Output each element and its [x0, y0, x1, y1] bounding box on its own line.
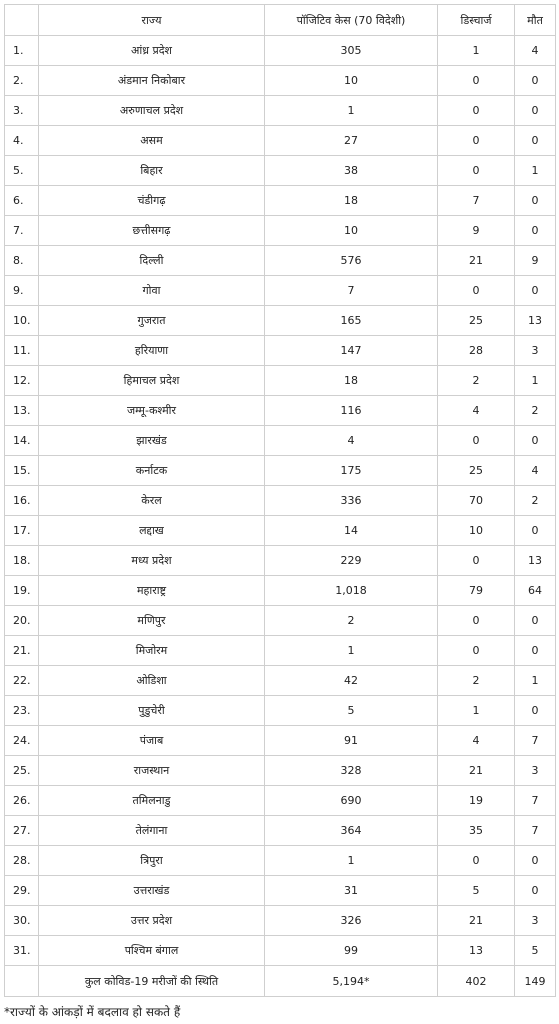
state-name-cell: हिमाचल प्रदेश — [39, 366, 265, 396]
positive-cases-cell: 328 — [265, 756, 438, 786]
state-name-cell: चंडीगढ़ — [39, 186, 265, 216]
serial-number-cell: 5. — [5, 156, 39, 186]
table-row — [5, 756, 556, 786]
table-row — [5, 516, 556, 546]
deaths-cell: 3 — [515, 756, 556, 786]
serial-number-cell: 14. — [5, 426, 39, 456]
serial-number-cell: 28. — [5, 846, 39, 876]
table-row — [5, 216, 556, 246]
state-name-cell: उत्तराखंड — [39, 876, 265, 906]
positive-cases-cell: 165 — [265, 306, 438, 336]
deaths-cell: 0 — [515, 66, 556, 96]
positive-cases-cell: 147 — [265, 336, 438, 366]
discharged-cell: 21 — [438, 906, 515, 936]
state-name-cell: मिजोरम — [39, 636, 265, 666]
state-name-cell: गुजरात — [39, 306, 265, 336]
discharged-cell: 0 — [438, 276, 515, 306]
total-label: कुल कोविड-19 मरीजों की स्थिति — [39, 966, 265, 997]
positive-cases-cell: 116 — [265, 396, 438, 426]
table-row — [5, 246, 556, 276]
total-discharged: 402 — [438, 966, 515, 997]
serial-number-cell: 30. — [5, 906, 39, 936]
state-name-cell: झारखंड — [39, 426, 265, 456]
positive-cases-cell: 42 — [265, 666, 438, 696]
discharged-cell: 0 — [438, 156, 515, 186]
serial-number-cell: 17. — [5, 516, 39, 546]
positive-cases-cell: 5 — [265, 696, 438, 726]
discharged-cell: 0 — [438, 126, 515, 156]
state-name-cell: पुडुचेरी — [39, 696, 265, 726]
positive-cases-cell: 27 — [265, 126, 438, 156]
positive-cases-cell: 336 — [265, 486, 438, 516]
state-name-cell: केरल — [39, 486, 265, 516]
table-row — [5, 276, 556, 306]
deaths-cell: 13 — [515, 306, 556, 336]
state-name-cell: कर्नाटक — [39, 456, 265, 486]
discharged-cell: 2 — [438, 366, 515, 396]
discharged-cell: 25 — [438, 306, 515, 336]
deaths-cell: 0 — [515, 516, 556, 546]
state-name-cell: महाराष्ट्र — [39, 576, 265, 606]
header-state: राज्य — [39, 5, 265, 36]
serial-number-cell: 20. — [5, 606, 39, 636]
state-name-cell: बिहार — [39, 156, 265, 186]
discharged-cell: 0 — [438, 96, 515, 126]
positive-cases-cell: 10 — [265, 66, 438, 96]
discharged-cell: 2 — [438, 666, 515, 696]
state-name-cell: पश्चिम बंगाल — [39, 936, 265, 966]
table-row — [5, 36, 556, 66]
discharged-cell: 25 — [438, 456, 515, 486]
positive-cases-cell: 1,018 — [265, 576, 438, 606]
table-row — [5, 126, 556, 156]
deaths-cell: 0 — [515, 696, 556, 726]
deaths-cell: 3 — [515, 906, 556, 936]
table-row — [5, 96, 556, 126]
serial-number-cell: 18. — [5, 546, 39, 576]
deaths-cell: 5 — [515, 936, 556, 966]
deaths-cell: 7 — [515, 786, 556, 816]
deaths-cell: 0 — [515, 96, 556, 126]
state-name-cell: उत्तर प्रदेश — [39, 906, 265, 936]
positive-cases-cell: 690 — [265, 786, 438, 816]
serial-number-cell: 11. — [5, 336, 39, 366]
state-name-cell: अरुणाचल प्रदेश — [39, 96, 265, 126]
table-row — [5, 576, 556, 606]
state-name-cell: दिल्ली — [39, 246, 265, 276]
discharged-cell: 0 — [438, 66, 515, 96]
positive-cases-cell: 18 — [265, 366, 438, 396]
serial-number-cell: 1. — [5, 36, 39, 66]
serial-number-cell: 8. — [5, 246, 39, 276]
discharged-cell: 4 — [438, 396, 515, 426]
table-row — [5, 486, 556, 516]
deaths-cell: 0 — [515, 426, 556, 456]
serial-number-cell: 6. — [5, 186, 39, 216]
header-discharged: डिस्चार्ज — [438, 5, 515, 36]
discharged-cell: 35 — [438, 816, 515, 846]
serial-number-cell: 2. — [5, 66, 39, 96]
serial-number-cell: 13. — [5, 396, 39, 426]
deaths-cell: 0 — [515, 126, 556, 156]
state-name-cell: राजस्थान — [39, 756, 265, 786]
positive-cases-cell: 2 — [265, 606, 438, 636]
deaths-cell: 0 — [515, 186, 556, 216]
state-name-cell: आंध्र प्रदेश — [39, 36, 265, 66]
deaths-cell: 0 — [515, 606, 556, 636]
positive-cases-cell: 7 — [265, 276, 438, 306]
discharged-cell: 79 — [438, 576, 515, 606]
table-row — [5, 696, 556, 726]
discharged-cell: 9 — [438, 216, 515, 246]
header-serial-number — [5, 5, 39, 36]
positive-cases-cell: 305 — [265, 36, 438, 66]
state-name-cell: जम्मू-कश्मीर — [39, 396, 265, 426]
serial-number-cell: 24. — [5, 726, 39, 756]
table-row — [5, 426, 556, 456]
discharged-cell: 28 — [438, 336, 515, 366]
state-name-cell: अंडमान निकोबार — [39, 66, 265, 96]
serial-number-cell: 26. — [5, 786, 39, 816]
state-name-cell: छत्तीसगढ़ — [39, 216, 265, 246]
positive-cases-cell: 91 — [265, 726, 438, 756]
table-row — [5, 456, 556, 486]
discharged-cell: 13 — [438, 936, 515, 966]
serial-number-cell: 31. — [5, 936, 39, 966]
positive-cases-cell: 38 — [265, 156, 438, 186]
serial-number-cell: 27. — [5, 816, 39, 846]
deaths-cell: 0 — [515, 846, 556, 876]
positive-cases-cell: 18 — [265, 186, 438, 216]
serial-number-cell: 16. — [5, 486, 39, 516]
serial-number-cell: 29. — [5, 876, 39, 906]
serial-number-cell: 25. — [5, 756, 39, 786]
positive-cases-cell: 31 — [265, 876, 438, 906]
deaths-cell: 1 — [515, 156, 556, 186]
discharged-cell: 1 — [438, 696, 515, 726]
state-name-cell: ओडिशा — [39, 666, 265, 696]
table-row — [5, 606, 556, 636]
state-name-cell: गोवा — [39, 276, 265, 306]
deaths-cell: 4 — [515, 456, 556, 486]
positive-cases-cell: 1 — [265, 636, 438, 666]
discharged-cell: 5 — [438, 876, 515, 906]
positive-cases-cell: 175 — [265, 456, 438, 486]
table-row — [5, 396, 556, 426]
covid-cases-table — [4, 4, 556, 997]
positive-cases-cell: 10 — [265, 216, 438, 246]
state-name-cell: लद्दाख — [39, 516, 265, 546]
state-name-cell: तेलंगाना — [39, 816, 265, 846]
discharged-cell: 0 — [438, 546, 515, 576]
table-total-row — [5, 966, 556, 997]
positive-cases-cell: 4 — [265, 426, 438, 456]
deaths-cell: 2 — [515, 486, 556, 516]
deaths-cell: 7 — [515, 816, 556, 846]
table-row — [5, 546, 556, 576]
deaths-cell: 7 — [515, 726, 556, 756]
deaths-cell: 0 — [515, 276, 556, 306]
table-row — [5, 366, 556, 396]
table-row — [5, 336, 556, 366]
state-name-cell: असम — [39, 126, 265, 156]
positive-cases-cell: 229 — [265, 546, 438, 576]
serial-number-cell: 3. — [5, 96, 39, 126]
serial-number-cell: 23. — [5, 696, 39, 726]
state-name-cell: मध्य प्रदेश — [39, 546, 265, 576]
positive-cases-cell: 14 — [265, 516, 438, 546]
positive-cases-cell: 1 — [265, 96, 438, 126]
discharged-cell: 0 — [438, 846, 515, 876]
discharged-cell: 70 — [438, 486, 515, 516]
header-positive-cases: पॉजिटिव केस (70 विदेशी) — [265, 5, 438, 36]
table-row — [5, 66, 556, 96]
total-positive-cases: 5,194* — [265, 966, 438, 997]
discharged-cell: 10 — [438, 516, 515, 546]
table-row — [5, 306, 556, 336]
table-row — [5, 156, 556, 186]
serial-number-cell: 4. — [5, 126, 39, 156]
deaths-cell: 0 — [515, 216, 556, 246]
positive-cases-cell: 326 — [265, 906, 438, 936]
deaths-cell: 1 — [515, 666, 556, 696]
serial-number-cell: 7. — [5, 216, 39, 246]
header-deaths: मौत — [515, 5, 556, 36]
table-row — [5, 726, 556, 756]
deaths-cell: 2 — [515, 396, 556, 426]
deaths-cell: 64 — [515, 576, 556, 606]
table-row — [5, 636, 556, 666]
serial-number-cell: 22. — [5, 666, 39, 696]
footnote: *राज्यों के आंकड़ों में बदलाव हो सकते हैं — [4, 1005, 181, 1019]
serial-number-cell: 12. — [5, 366, 39, 396]
state-name-cell: पंजाब — [39, 726, 265, 756]
table-header-row — [5, 5, 556, 36]
state-name-cell: मणिपुर — [39, 606, 265, 636]
deaths-cell: 9 — [515, 246, 556, 276]
serial-number-cell: 21. — [5, 636, 39, 666]
discharged-cell: 21 — [438, 246, 515, 276]
deaths-cell: 13 — [515, 546, 556, 576]
total-serial-cell — [5, 966, 39, 997]
positive-cases-cell: 364 — [265, 816, 438, 846]
discharged-cell: 4 — [438, 726, 515, 756]
serial-number-cell: 10. — [5, 306, 39, 336]
discharged-cell: 21 — [438, 756, 515, 786]
table-row — [5, 186, 556, 216]
table-row — [5, 786, 556, 816]
deaths-cell: 1 — [515, 366, 556, 396]
serial-number-cell: 19. — [5, 576, 39, 606]
serial-number-cell: 9. — [5, 276, 39, 306]
serial-number-cell: 15. — [5, 456, 39, 486]
discharged-cell: 19 — [438, 786, 515, 816]
discharged-cell: 0 — [438, 606, 515, 636]
deaths-cell: 0 — [515, 636, 556, 666]
discharged-cell: 7 — [438, 186, 515, 216]
table-row — [5, 906, 556, 936]
state-name-cell: हरियाणा — [39, 336, 265, 366]
state-name-cell: तमिलनाडु — [39, 786, 265, 816]
table-row — [5, 666, 556, 696]
table-row — [5, 876, 556, 906]
deaths-cell: 4 — [515, 36, 556, 66]
discharged-cell: 0 — [438, 426, 515, 456]
deaths-cell: 3 — [515, 336, 556, 366]
table-row — [5, 816, 556, 846]
discharged-cell: 1 — [438, 36, 515, 66]
table-row — [5, 936, 556, 966]
table-row — [5, 846, 556, 876]
positive-cases-cell: 576 — [265, 246, 438, 276]
positive-cases-cell: 99 — [265, 936, 438, 966]
total-deaths: 149 — [515, 966, 556, 997]
discharged-cell: 0 — [438, 636, 515, 666]
positive-cases-cell: 1 — [265, 846, 438, 876]
deaths-cell: 0 — [515, 876, 556, 906]
state-name-cell: त्रिपुरा — [39, 846, 265, 876]
